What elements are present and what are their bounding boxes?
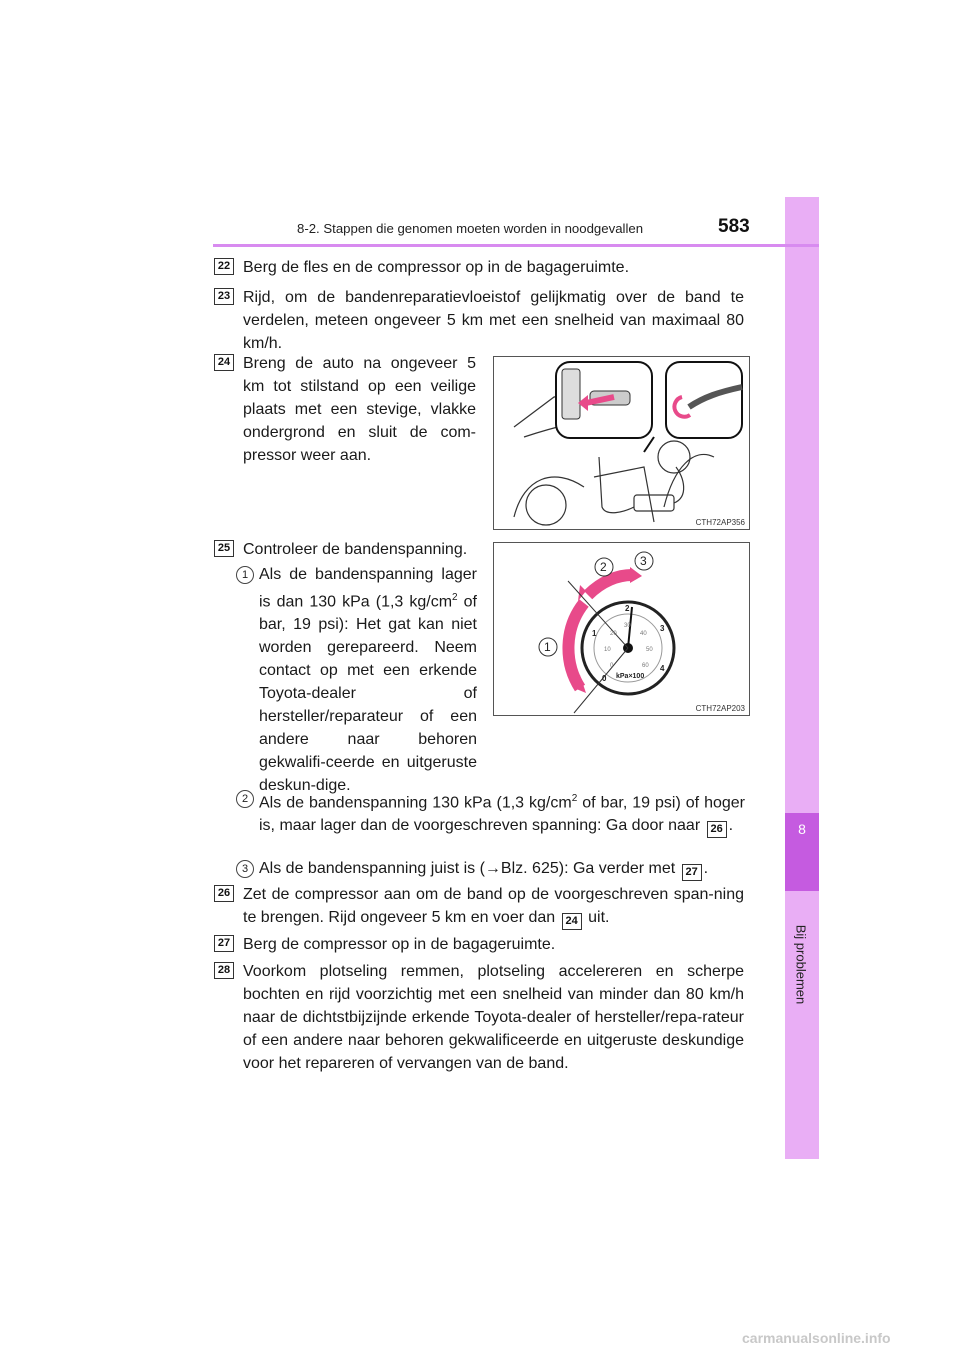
substep-number: 3 — [236, 860, 254, 878]
step-badge: 27 — [214, 935, 234, 952]
step-badge: 23 — [214, 288, 234, 305]
figure-pressure-gauge — [493, 542, 750, 716]
substep-3-text: Als de bandenspanning juist is (→Blz. 625): Ga verder met 27 . — [259, 857, 745, 881]
section-title: 8-2. Stappen die genomen moeten worden in noodgevallen — [297, 221, 644, 236]
chapter-label: Bij problemen — [793, 924, 809, 1005]
inner-tick-label: 50 — [646, 647, 653, 653]
step-badge: 26 — [214, 885, 234, 902]
inner-tick-label: 0 — [610, 663, 614, 669]
header-rule — [213, 244, 819, 247]
step-badge: 22 — [214, 258, 234, 275]
watermark: carmanualsonline.info — [742, 1330, 891, 1346]
figure-callout-1: 1 — [544, 640, 551, 654]
step-text: Berg de fles en de compressor op in de bagageruimte. — [243, 259, 630, 276]
outer-tick-label: 1 — [592, 629, 597, 638]
step-badge: 25 — [214, 540, 234, 557]
step-reference[interactable]: 27 — [682, 864, 702, 881]
figure-compressor-connection — [493, 356, 750, 530]
compressor-illustration — [494, 357, 749, 529]
figure-callout-2: 2 — [600, 560, 607, 574]
inner-tick-label: 10 — [604, 647, 611, 653]
outer-tick-label: 2 — [625, 604, 630, 613]
gauge-unit: kPa×100 — [616, 673, 645, 680]
figure-callout-3: 3 — [640, 554, 647, 568]
figure-code: CTH72AP356 — [695, 518, 745, 527]
step-reference[interactable]: 24 — [562, 913, 582, 930]
step-text: Rijd, om de bandenreparatievloeistof gelijkmatig over de band te verdelen, meteen ongeveer 5 km met een snelheid van maximaal 80 km/h. — [243, 289, 744, 352]
inner-tick-label: 30 — [624, 623, 631, 629]
substep-number: 1 — [236, 566, 254, 584]
step-badge: 24 — [214, 354, 234, 371]
substep-1-text: Als de bandenspanning lager is dan 130 kPa (1,3 $kg/cm^2$ of bar, 19 psi): Het gat kan niet worden gerepareerd. Neem contact op met een erkende Toyota-dealer of hersteller/reparateur of een andere naar behoren gekwalifi-ceerde en uitgeruste deskun-dige. — [259, 566, 477, 795]
inner-tick-label: 20 — [610, 631, 617, 637]
outer-tick-label: 4 — [660, 664, 665, 673]
inner-tick-label: 60 — [642, 663, 649, 669]
side-tab — [785, 197, 819, 1159]
step-text: Controleer de bandenspanning. — [243, 541, 468, 558]
outer-tick-label: 0 — [602, 674, 607, 683]
substep-number: 2 — [236, 790, 254, 808]
gauge-illustration — [494, 543, 749, 715]
step-text: Zet de compressor aan om de band op de voorgeschreven span-ning te brengen. Rijd ongeveer 5 km en voer dan 24 uit. — [243, 883, 744, 930]
page-number: 583 — [718, 216, 750, 237]
outer-tick-label: 3 — [660, 624, 665, 633]
step-reference[interactable]: 26 — [707, 821, 727, 838]
step-badge: 28 — [214, 962, 234, 979]
inner-tick-label: 40 — [640, 631, 647, 637]
step-text: Breng de auto na ongeveer 5 km tot stilstand op een veilige plaats met een stevige, vlakke ondergrond en sluit de com-pressor weer aan. — [243, 355, 476, 464]
step-text: Voorkom plotseling remmen, plotseling accelereren en scherpe bochten en rijd voorzichtig met een snelheid van minder dan 80 km/h naar de dichtstbijzijnde erkende Toyota-dealer of hersteller/repa-rateur of een andere naar behoren gekwalificeerde en uitgeruste deskundige voor het repareren of vervangen van de band. — [243, 963, 744, 1072]
chapter-number: 8 — [798, 821, 806, 837]
figure-code: CTH72AP203 — [695, 704, 745, 713]
step-text: Berg de compressor op in de bagageruimte. — [243, 936, 556, 953]
substep-2-text: Als de bandenspanning 130 kPa (1,3 $kg/cm^2$ of bar, 19 psi) of hoger is, maar lager dan de voorgeschreven spanning: Ga door naar 26 . — [259, 787, 745, 838]
